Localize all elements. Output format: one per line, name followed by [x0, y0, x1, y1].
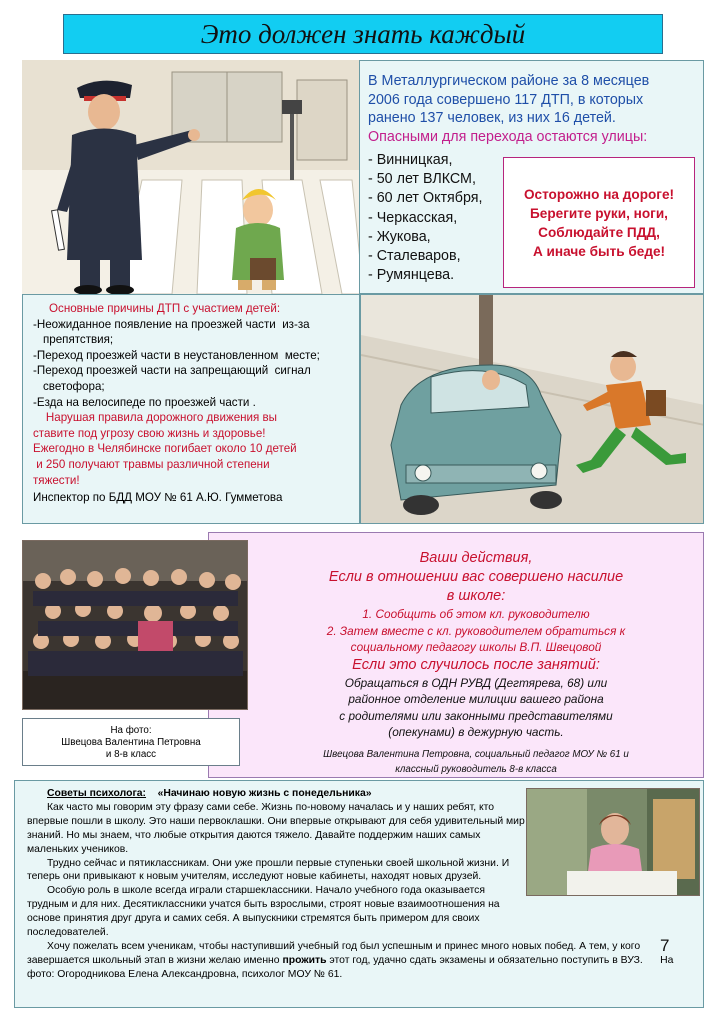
violence-step: 2. Затем вместе с кл. руководителем обратиться к: [326, 623, 626, 638]
caption-line: и 8-в класс: [105, 749, 157, 760]
violence-heading: Ваши действия,: [419, 550, 533, 566]
warning-line: Берегите руки, ноги,: [530, 205, 668, 221]
warning-line: А иначе быть беде!: [532, 243, 666, 259]
psych-paragraph: Как часто мы говорим эту фразу сами себе. Жизнь по-новому началась и у наших ребят, кто впервые пошли в школу. Это наши первоклашки. Они впервые открывают для себя удивительный мир знаний. Но мы знаем, что любые открытия даются тяжело. Давайте поддержим наших самых маленьких учеников.: [27, 801, 525, 855]
cause-item: -Езда на велосипеде по проезжей части .: [33, 395, 256, 409]
accident-statistics: [368, 72, 698, 146]
violence-heading: в школе:: [446, 588, 506, 604]
stats-line: В Металлургическом районе за 8 месяцев: [368, 73, 650, 89]
violence-heading: Если в отношении вас совершено насилие: [328, 569, 624, 585]
street-item: - 50 лет ВЛКСМ,: [368, 171, 476, 188]
after-school-line: районное отделение милиции вашего района: [348, 692, 604, 706]
street-item: - Черкасская,: [368, 209, 458, 226]
psych-photo-caption: На фото: Огородникова Елена Александровна, психолог МОУ № 61.: [27, 954, 674, 980]
causes-warning-line: Ежегодно в Челябинске погибает около 10 детей: [33, 442, 297, 456]
warning-line: Соблюдайте ПДД,: [538, 224, 660, 240]
street-item: - 60 лет Октября,: [368, 190, 483, 207]
photo-class-8v: [22, 540, 248, 710]
psych-text: этот год, удачно сдать экзамены и обязательно поступить в ВУЗ.: [326, 954, 643, 966]
caption-line: На фото:: [110, 725, 152, 736]
psych-text: Хочу пожелать всем ученикам, чтобы наступивший учебный год был успешным и принес много новых побед. А тем, у кого завершается школьный этап в жизни желаю именно: [27, 940, 641, 966]
stats-line: 2006 года совершено 117 ДТП, в которых: [368, 91, 644, 108]
after-school-line: (опекунами) в дежурную часть.: [388, 725, 564, 739]
after-school-heading: Если это случилось после занятий:: [352, 656, 600, 673]
street-item: - Жукова,: [368, 228, 431, 245]
inspector-signature: Инспектор по БДД МОУ № 61 А.Ю. Гумметова: [33, 491, 283, 505]
photo-caption-students: [22, 718, 240, 766]
psych-paragraph: [27, 940, 693, 982]
causes-warning-line: тяжести!: [33, 473, 80, 487]
psych-label: Советы психолога:: [47, 788, 147, 799]
page-title: Это должен знать каждый: [200, 18, 526, 49]
caption-line: Швецова Валентина Петровна: [61, 737, 201, 748]
illustration-traffic-officer: [22, 60, 360, 294]
causes-list: [33, 317, 353, 411]
causes-warning-line: и 250 получают травмы различной степени: [33, 457, 270, 471]
psych-emphasis: прожить: [282, 954, 327, 966]
pedagogue-signature: Швецова Валентина Петровна, социальный педагог МОУ № 61 и: [323, 748, 629, 760]
page-header: [63, 14, 663, 54]
causes-warning-line: ставите под угрозу свою жизнь и здоровье!: [33, 426, 266, 440]
psych-paragraph: Особую роль в школе всегда играли старшеклассники. Начало учебного года оказывается трудным и для них. Десятиклассники учатся быть взрослыми, строят новые взаимоотношения на основе принятия друг друга и самих себя. А выпускники стремятся быть примером для своих последователей.: [27, 885, 500, 939]
page-number: 7: [660, 936, 670, 955]
illustration-boy-and-car: [360, 294, 704, 524]
after-school-line: Обращаться в ОДН РУВД (Дегтярева, 68) или: [344, 675, 608, 690]
cause-item: -Переход проезжей части в неустановленном месте;: [33, 348, 320, 362]
psych-article-title: «Начинаю новую жизнь с понедельника»: [157, 788, 372, 799]
after-school-line: с родителями или законными представителями: [339, 708, 613, 723]
photo-psychologist: [526, 788, 700, 896]
violence-step: социальному педагогу школы В.П. Швецовой: [350, 640, 602, 654]
causes-warning-line: Нарушая правила дорожного движения вы: [33, 411, 278, 425]
cause-item: -Переход проезжей части на запрещающий сигнал светофора;: [33, 364, 311, 393]
cause-item: -Неожиданное появление на проезжей части из-за препятствия;: [33, 317, 310, 347]
road-warning-box: [503, 157, 695, 288]
accident-causes-panel: [22, 294, 360, 524]
violence-actions-panel: [208, 532, 704, 778]
dangerous-streets-list: [368, 151, 508, 285]
stats-line: ранено 137 человек, из них 16 детей.: [368, 110, 616, 126]
causes-title: Основные причины ДТП с участием детей:: [49, 302, 281, 315]
street-item: - Румянцева.: [368, 267, 455, 284]
psych-paragraph: Трудно сейчас и пятиклассникам. Они уже прошли первые ступеньки своей школьной жизни. И теперь они привыкают к новым учителям, исследуют новые кабинеты, находят новых друзей.: [27, 857, 510, 883]
dangerous-streets-heading: Опасными для перехода остаются улицы:: [368, 128, 648, 145]
violence-step: 1. Сообщить об этом кл. руководителю: [362, 607, 590, 621]
pedagogue-signature: классный руководитель 8-в класса: [395, 763, 557, 775]
street-item: - Винницкая,: [368, 152, 453, 168]
street-item: - Сталеваров,: [368, 248, 461, 265]
warning-line: Осторожно на дороге!: [523, 186, 675, 202]
